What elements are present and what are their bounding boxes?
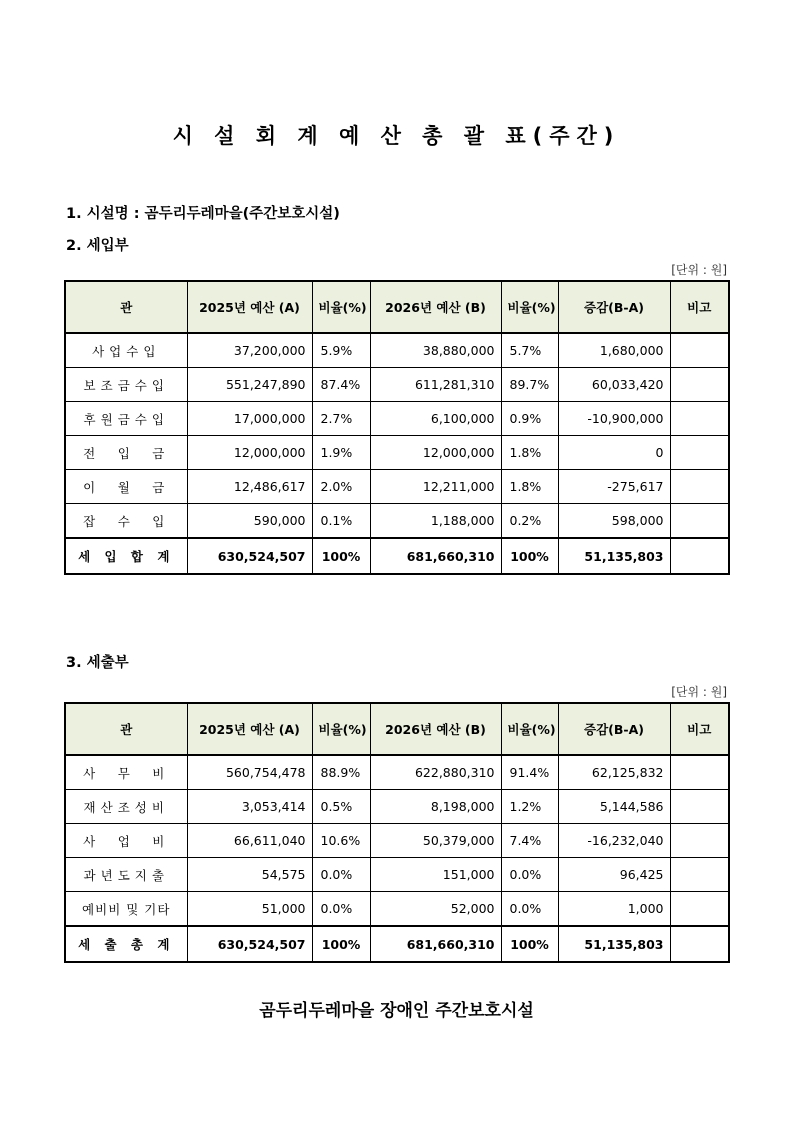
budget-2025-cell: 590,000 bbox=[187, 504, 312, 539]
ratio-2026-cell: 7.4% bbox=[501, 824, 558, 858]
header-ratio-2026: 비율(%) bbox=[501, 281, 558, 333]
budget-2026-cell: 52,000 bbox=[370, 892, 501, 927]
total-budget-2025: 630,524,507 bbox=[187, 538, 312, 574]
header-budget-2026: 2026년 예산 (B) bbox=[370, 281, 501, 333]
change-cell: 62,125,832 bbox=[558, 755, 670, 790]
ratio-2026-cell: 1.8% bbox=[501, 436, 558, 470]
facility-name-line: 1. 시설명 : 곰두리두레마을(주간보호시설) bbox=[66, 206, 340, 222]
footer-facility-name: 곰두리두레마을 장애인 주간보호시설 bbox=[259, 1001, 534, 1021]
ratio-2025-cell: 1.9% bbox=[312, 436, 370, 470]
income-heading: 2. 세입부 bbox=[66, 238, 129, 254]
table-row bbox=[65, 892, 729, 927]
note-cell bbox=[670, 790, 729, 824]
change-cell: -275,617 bbox=[558, 470, 670, 504]
header-ratio-2025: 비율(%) bbox=[312, 281, 370, 333]
ratio-2026-cell: 0.0% bbox=[501, 892, 558, 927]
row-name: 잡 수 입 bbox=[65, 504, 187, 539]
budget-2025-cell: 54,575 bbox=[187, 858, 312, 892]
row-name: 사업수입 bbox=[65, 333, 187, 368]
table-row bbox=[65, 368, 729, 402]
ratio-2026-cell: 5.7% bbox=[501, 333, 558, 368]
row-name: 재산조성비 bbox=[65, 790, 187, 824]
table-row bbox=[65, 504, 729, 539]
row-name: 이 월 금 bbox=[65, 470, 187, 504]
budget-2025-cell: 551,247,890 bbox=[187, 368, 312, 402]
ratio-2025-cell: 88.9% bbox=[312, 755, 370, 790]
total-ratio-2025: 100% bbox=[312, 926, 370, 962]
note-cell bbox=[670, 824, 729, 858]
header-ratio-2026: 비율(%) bbox=[501, 703, 558, 755]
note-cell bbox=[670, 504, 729, 539]
row-name: 전 입 금 bbox=[65, 436, 187, 470]
change-cell: 1,680,000 bbox=[558, 333, 670, 368]
total-change: 51,135,803 bbox=[558, 538, 670, 574]
table-row bbox=[65, 755, 729, 790]
income-total-row bbox=[65, 538, 729, 574]
note-cell bbox=[670, 470, 729, 504]
total-ratio-2026: 100% bbox=[501, 926, 558, 962]
table-row bbox=[65, 436, 729, 470]
table-row bbox=[65, 790, 729, 824]
note-cell bbox=[670, 402, 729, 436]
total-budget-2026: 681,660,310 bbox=[370, 926, 501, 962]
budget-2025-cell: 12,000,000 bbox=[187, 436, 312, 470]
header-budget-2025: 2025년 예산 (A) bbox=[187, 703, 312, 755]
ratio-2026-cell: 0.2% bbox=[501, 504, 558, 539]
expense-header-row bbox=[65, 703, 729, 755]
ratio-2025-cell: 0.5% bbox=[312, 790, 370, 824]
change-cell: 60,033,420 bbox=[558, 368, 670, 402]
ratio-2026-cell: 91.4% bbox=[501, 755, 558, 790]
income-unit-label: [단위 : 원] bbox=[671, 263, 727, 277]
expense-unit-label: [단위 : 원] bbox=[671, 685, 727, 699]
ratio-2025-cell: 2.7% bbox=[312, 402, 370, 436]
row-name: 사 업 비 bbox=[65, 824, 187, 858]
note-cell bbox=[670, 892, 729, 927]
header-ratio-2025: 비율(%) bbox=[312, 703, 370, 755]
ratio-2026-cell: 89.7% bbox=[501, 368, 558, 402]
budget-2026-cell: 611,281,310 bbox=[370, 368, 501, 402]
header-gwan: 관 bbox=[65, 703, 187, 755]
budget-2026-cell: 12,211,000 bbox=[370, 470, 501, 504]
note-cell bbox=[670, 858, 729, 892]
ratio-2025-cell: 10.6% bbox=[312, 824, 370, 858]
note-cell bbox=[670, 436, 729, 470]
budget-2026-cell: 8,198,000 bbox=[370, 790, 501, 824]
total-note bbox=[670, 538, 729, 574]
change-cell: 0 bbox=[558, 436, 670, 470]
row-name: 후원금수입 bbox=[65, 402, 187, 436]
change-cell: -16,232,040 bbox=[558, 824, 670, 858]
table-row bbox=[65, 470, 729, 504]
total-budget-2026: 681,660,310 bbox=[370, 538, 501, 574]
budget-2026-cell: 1,188,000 bbox=[370, 504, 501, 539]
ratio-2025-cell: 2.0% bbox=[312, 470, 370, 504]
ratio-2026-cell: 0.9% bbox=[501, 402, 558, 436]
expense-heading: 3. 세출부 bbox=[66, 655, 129, 671]
change-cell: 1,000 bbox=[558, 892, 670, 927]
budget-2025-cell: 560,754,478 bbox=[187, 755, 312, 790]
header-change: 증감(B-A) bbox=[558, 703, 670, 755]
budget-2026-cell: 12,000,000 bbox=[370, 436, 501, 470]
change-cell: 598,000 bbox=[558, 504, 670, 539]
budget-2025-cell: 3,053,414 bbox=[187, 790, 312, 824]
expense-total-row bbox=[65, 926, 729, 962]
budget-2026-cell: 38,880,000 bbox=[370, 333, 501, 368]
row-name: 과년도지출 bbox=[65, 858, 187, 892]
table-row bbox=[65, 824, 729, 858]
table-row bbox=[65, 333, 729, 368]
note-cell bbox=[670, 333, 729, 368]
expense-table bbox=[64, 702, 730, 963]
row-name: 사 무 비 bbox=[65, 755, 187, 790]
header-budget-2025: 2025년 예산 (A) bbox=[187, 281, 312, 333]
total-ratio-2026: 100% bbox=[501, 538, 558, 574]
income-header-row bbox=[65, 281, 729, 333]
row-name: 보조금수입 bbox=[65, 368, 187, 402]
header-note: 비고 bbox=[670, 281, 729, 333]
total-note bbox=[670, 926, 729, 962]
total-change: 51,135,803 bbox=[558, 926, 670, 962]
budget-2025-cell: 17,000,000 bbox=[187, 402, 312, 436]
budget-2026-cell: 622,880,310 bbox=[370, 755, 501, 790]
total-ratio-2025: 100% bbox=[312, 538, 370, 574]
table-row bbox=[65, 858, 729, 892]
income-table bbox=[64, 280, 730, 575]
budget-2026-cell: 151,000 bbox=[370, 858, 501, 892]
note-cell bbox=[670, 368, 729, 402]
change-cell: -10,900,000 bbox=[558, 402, 670, 436]
ratio-2025-cell: 0.1% bbox=[312, 504, 370, 539]
total-budget-2025: 630,524,507 bbox=[187, 926, 312, 962]
total-name: 세 출 총 계 bbox=[65, 926, 187, 962]
change-cell: 5,144,586 bbox=[558, 790, 670, 824]
page-title: 시 설 회 계 예 산 총 괄 표(주간) bbox=[172, 124, 621, 148]
ratio-2026-cell: 0.0% bbox=[501, 858, 558, 892]
total-name: 세 입 합 계 bbox=[65, 538, 187, 574]
ratio-2025-cell: 0.0% bbox=[312, 892, 370, 927]
ratio-2025-cell: 0.0% bbox=[312, 858, 370, 892]
header-budget-2026: 2026년 예산 (B) bbox=[370, 703, 501, 755]
budget-2025-cell: 51,000 bbox=[187, 892, 312, 927]
budget-2025-cell: 37,200,000 bbox=[187, 333, 312, 368]
budget-2026-cell: 50,379,000 bbox=[370, 824, 501, 858]
ratio-2026-cell: 1.2% bbox=[501, 790, 558, 824]
ratio-2025-cell: 87.4% bbox=[312, 368, 370, 402]
ratio-2025-cell: 5.9% bbox=[312, 333, 370, 368]
row-name: 예비비 및 기타 bbox=[65, 892, 187, 927]
change-cell: 96,425 bbox=[558, 858, 670, 892]
budget-2025-cell: 12,486,617 bbox=[187, 470, 312, 504]
ratio-2026-cell: 1.8% bbox=[501, 470, 558, 504]
note-cell bbox=[670, 755, 729, 790]
header-note: 비고 bbox=[670, 703, 729, 755]
budget-2025-cell: 66,611,040 bbox=[187, 824, 312, 858]
header-gwan: 관 bbox=[65, 281, 187, 333]
header-change: 증감(B-A) bbox=[558, 281, 670, 333]
table-row bbox=[65, 402, 729, 436]
budget-2026-cell: 6,100,000 bbox=[370, 402, 501, 436]
